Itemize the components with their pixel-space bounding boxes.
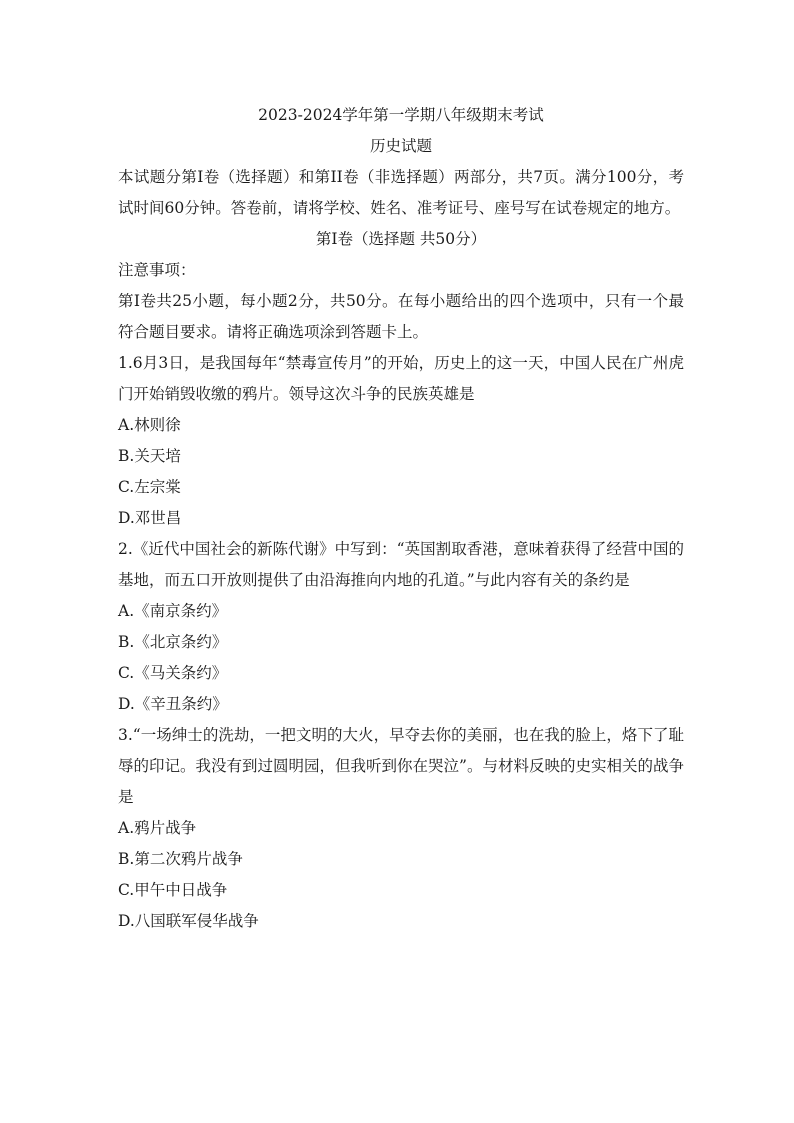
option-d: D.八国联军侵华战争 (118, 912, 259, 930)
option-d: D.邓世昌 (118, 509, 182, 527)
option-b: B.关天培 (118, 447, 181, 465)
option-c: C.《马关条约》 (118, 664, 228, 682)
option-c: C.甲午中日战争 (118, 881, 228, 899)
notice-label: 注意事项： (118, 261, 196, 279)
question-stem: 2.《近代中国社会的新陈代谢》中写到：“英国割取香港，意味着获得了经营中国的基地，而五口开放则提供了由沿海推向内地的孔道。”与此内容有关的条约是 (118, 540, 684, 589)
option-b: B.《北京条约》 (118, 633, 228, 651)
option-a: A.鸦片战争 (118, 819, 197, 837)
notice-text: 第Ⅰ卷共25小题，每小题2分，共50分。在每小题给出的四个选项中，只有一个最符合题目要求。请将正确选项涂到答题卡上。 (118, 292, 684, 341)
option-c: C.左宗棠 (118, 478, 181, 496)
question-2 (118, 534, 684, 720)
exam-title: 2023-2024学年第一学期八年级期末考试 (258, 106, 544, 124)
question-stem: 3.“一场绅士的洗劫，一把文明的大火，早夺去你的美丽，也在我的脸上，烙下了耻辱的印记。我没有到过圆明园，但我听到你在哭泣”。与材料反映的史实相关的战争是 (118, 726, 684, 806)
question-3 (118, 720, 684, 937)
exam-document (118, 100, 684, 937)
option-b: B.第二次鸦片战争 (118, 850, 243, 868)
section-title: 第Ⅰ卷（选择题 共50分） (315, 230, 487, 248)
exam-intro: 本试题分第Ⅰ卷（选择题）和第II卷（非选择题）两部分，共7页。满分100分，考试时间60分钟。答卷前，请将学校、姓名、准考证号、座号写在试卷规定的地方。 (118, 168, 684, 217)
option-d: D.《辛丑条约》 (118, 695, 228, 713)
subject-title: 历史试题 (369, 137, 432, 155)
question-1 (118, 348, 684, 534)
option-a: A.《南京条约》 (118, 602, 228, 620)
question-stem: 1.6月3日，是我国每年“禁毒宣传月”的开始，历史上的这一天，中国人民在广州虎门开始销毁收缴的鸦片。领导这次斗争的民族英雄是 (118, 354, 684, 403)
option-a: A.林则徐 (118, 416, 181, 434)
